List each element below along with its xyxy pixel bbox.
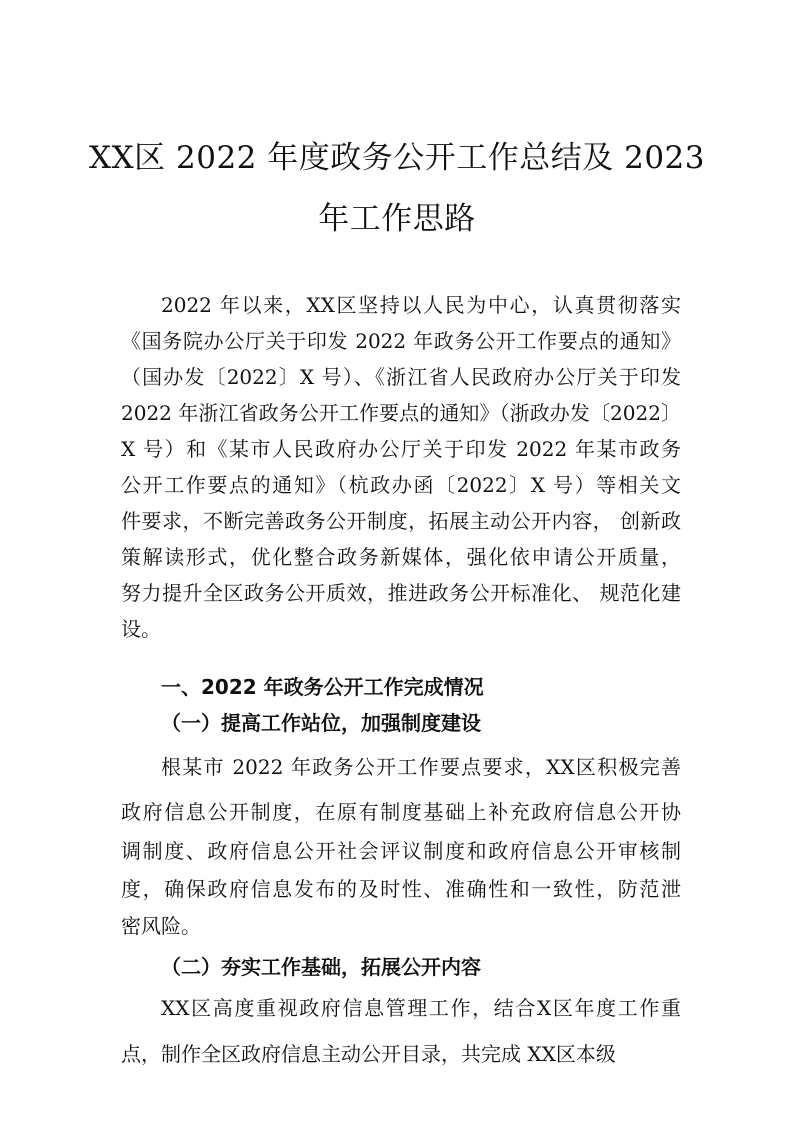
section-heading-1: 一、2022 年政务公开工作完成情况 bbox=[161, 675, 484, 699]
subsection-1-line: 政府信息公开制度，在原有制度基础上补充政府信息公开协 bbox=[121, 800, 681, 824]
document-title-line-1: XX区 2022 年度政务公开工作总结及 2023 bbox=[89, 140, 705, 176]
subsection-heading-2: （二）夯实工作基础，拓展公开内容 bbox=[161, 955, 481, 979]
intro-line: 《国务院办公厅关于印发 2022 年政务公开工作要点的通知》 bbox=[121, 329, 681, 353]
intro-line: （国办发〔2022〕X 号）、《浙江省人民政府办公厅关于印发 bbox=[121, 365, 681, 389]
intro-line: 策解读形式，优化整合政务新媒体，强化依申请公开质量， bbox=[121, 545, 681, 569]
intro-line: X 号）和《某市人民政府办公厅关于印发 2022 年某市政务 bbox=[121, 437, 681, 461]
subsection-1-line: 根某市 2022 年政务公开工作要点要求，XX区积极完善 bbox=[161, 755, 681, 779]
subsection-2-line: XX区高度重视政府信息管理工作，结合X区年度工作重 bbox=[161, 996, 681, 1020]
subsection-1-line: 度，确保政府信息发布的及时性、准确性和一致性，防范泄 bbox=[121, 877, 681, 901]
subsection-1-line: 调制度、政府信息公开社会评议制度和政府信息公开审核制 bbox=[121, 839, 681, 863]
subsection-2-line: 点，制作全区政府信息主动公开目录，共完成 XX区本级 bbox=[121, 1042, 616, 1066]
document-title-line-2: 年工作思路 bbox=[318, 201, 476, 237]
intro-line: 公开工作要点的通知》（杭政办函〔2022〕X 号）等相关文 bbox=[121, 473, 681, 497]
intro-line: 2022 年以来，XX区坚持以人民为中心，认真贯彻落实 bbox=[161, 293, 681, 317]
subsection-1-line: 密风险。 bbox=[121, 914, 201, 938]
intro-line: 2022 年浙江省政务公开工作要点的通知》（浙政办发〔2022〕 bbox=[121, 401, 681, 425]
intro-line: 件要求，不断完善政务公开制度，拓展主动公开内容， 创新政 bbox=[121, 509, 681, 533]
subsection-heading-1: （一）提高工作站位，加强制度建设 bbox=[161, 711, 481, 735]
intro-line: 努力提升全区政务公开质效，推进政务公开标准化、 规范化建 bbox=[121, 581, 681, 605]
intro-line: 设。 bbox=[121, 617, 161, 641]
